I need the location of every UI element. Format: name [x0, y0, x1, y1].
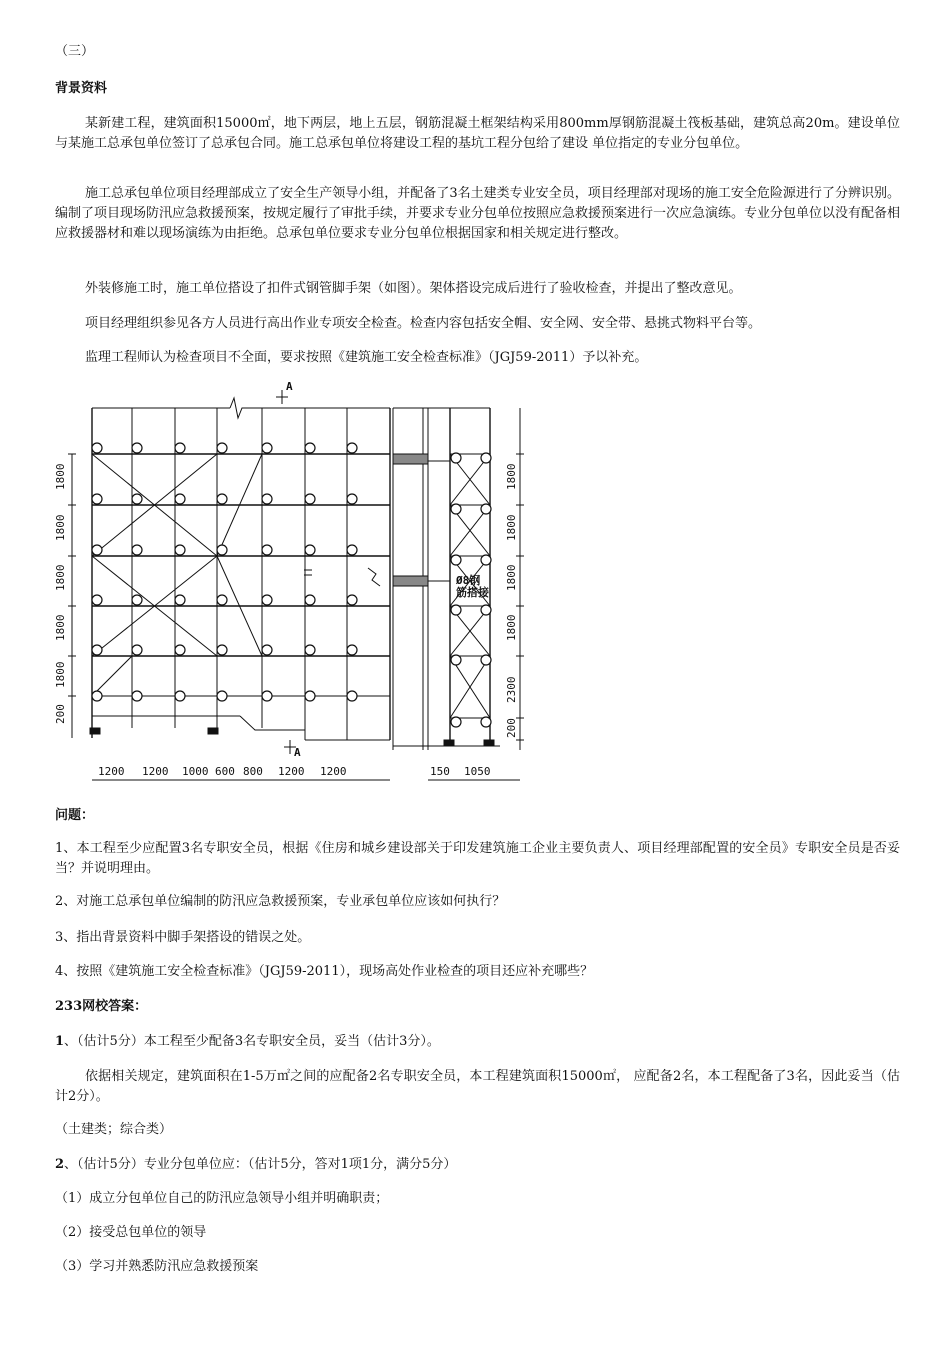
- background-paragraph-1: 某新建工程，建筑面积15000㎡，地下两层，地上五层，钢筋混凝土框架结构采用800mm厚钢筋混凝土筏板基础，建筑总高20m。建设单位与某施工总承包单位签订了总承包合同。施工总承包单位将建设工程的基坑工程分包给了建设 单位指定的专业分包单位。: [55, 116, 900, 151]
- answer-1-text: 、（估计5分）本工程至少配备3名专职安全员，妥当（估计3分）。: [64, 1034, 440, 1049]
- left-dim-1: 1800: [54, 463, 67, 490]
- rebar-note-line2: 筋搭接: [456, 586, 489, 599]
- answer-1-detail: 依据相关规定，建筑面积在1-5万㎡之间的应配备2名专职安全员，本工程建筑面积15000㎡， 应配备2名，本工程配备了3名，因此妥当（估计2分）。: [55, 1069, 900, 1104]
- question-2: 2、对施工总承包单位编制的防汛应急救援预案，专业承包单位应该如何执行？: [55, 894, 506, 909]
- section-mark-top: A: [286, 380, 293, 393]
- question-1: 1、本工程至少应配置3名专职安全员，根据《住房和城乡建设部关于印发建筑施工企业主要负责人、项目经理部配置的安全员》专职安全员是否妥当？并说明理由。: [55, 841, 900, 876]
- background-paragraph-2: 施工总承包单位项目经理部成立了安全生产领导小组，并配备了3名土建类专业安全员，项目经理部对现场的施工安全危险源进行了分辨识别。编制了项目现场防汛应急救援预案，按规定履行了审批手续，并要求专业分包单位按照应急救援预案进行一次应急演练。专业分包单位以没有配备相应救援器材和难以现场演练为由拒绝。总承包单位要求专业分包单位根据国家和相关规定进行整改。: [55, 186, 901, 241]
- bottom-dim-1: 1200: [98, 765, 125, 778]
- question-3: 3、指出背景资料中脚手架搭设的错误之处。: [55, 930, 311, 945]
- left-dim-6: 200: [54, 704, 67, 724]
- right-dim-3: 1800: [505, 564, 518, 591]
- right-bottom-dim-2: 1050: [464, 765, 491, 778]
- right-dim-1: 1800: [505, 463, 518, 490]
- answer-1-number: 1: [55, 1034, 65, 1049]
- right-dim-6: 200: [505, 718, 518, 738]
- answers-heading: 233网校答案：: [55, 999, 148, 1014]
- background-paragraph-4: 项目经理组织参见各方人员进行高出作业专项安全检查。检查内容包括安全帽、安全网、安全带、悬挑式物料平台等。: [85, 316, 762, 331]
- scaffold-figure: [50, 378, 530, 783]
- answer-1-category: （土建类；综合类）: [55, 1122, 173, 1137]
- left-dim-5: 1800: [54, 661, 67, 688]
- right-dim-4: 1800: [505, 614, 518, 641]
- answer-2-item-3: （3）学习并熟悉防汛应急救援预案: [55, 1259, 259, 1274]
- answer-2-item-2: （2）接受总包单位的领导: [55, 1225, 207, 1240]
- right-bottom-dim-1: 150: [430, 765, 450, 778]
- bottom-dim-4: 600: [215, 765, 235, 778]
- right-dim-2: 1800: [505, 514, 518, 541]
- background-paragraph-3: 外装修施工时，施工单位搭设了扣件式钢管脚手架（如图）。架体搭设完成后进行了验收检查，并提出了整改意见。: [85, 281, 742, 296]
- answer-2-number: 2: [55, 1157, 65, 1172]
- scaffold-drawing: [50, 378, 530, 783]
- questions-heading: 问题：: [55, 808, 95, 823]
- section-mark-bottom: A: [294, 746, 301, 759]
- bottom-dim-6: 1200: [278, 765, 305, 778]
- answer-1: [55, 1032, 440, 1052]
- section-number: （三）: [55, 44, 95, 59]
- left-dim-4: 1800: [54, 614, 67, 641]
- left-dim-3: 1800: [54, 564, 67, 591]
- left-dim-2: 1800: [54, 514, 67, 541]
- right-dim-5: 2300: [505, 676, 518, 703]
- bottom-dim-7: 1200: [320, 765, 347, 778]
- bottom-dim-5: 800: [243, 765, 263, 778]
- question-4: 4、按照《建筑施工安全检查标准》（JGJ59-2011），现场高处作业检查的项目还应补充哪些？: [55, 964, 594, 979]
- answer-2-item-1: （1）成立分包单位自己的防汛应急领导小组并明确职责；: [55, 1191, 389, 1206]
- answer-2: [55, 1155, 456, 1175]
- bottom-dim-2: 1200: [142, 765, 169, 778]
- bottom-dim-3: 1000: [182, 765, 209, 778]
- background-paragraph-5: 监理工程师认为检查项目不全面，要求按照《建筑施工安全检查标准》（JGJ59-2011）予以补充。: [85, 350, 648, 365]
- rebar-note-line1: Ø8钢: [456, 574, 481, 587]
- answer-2-text: 、（估计5分）专业分包单位应：（估计5分，答对1项1分，满分5分）: [64, 1157, 457, 1172]
- background-heading: 背景资料: [55, 81, 108, 96]
